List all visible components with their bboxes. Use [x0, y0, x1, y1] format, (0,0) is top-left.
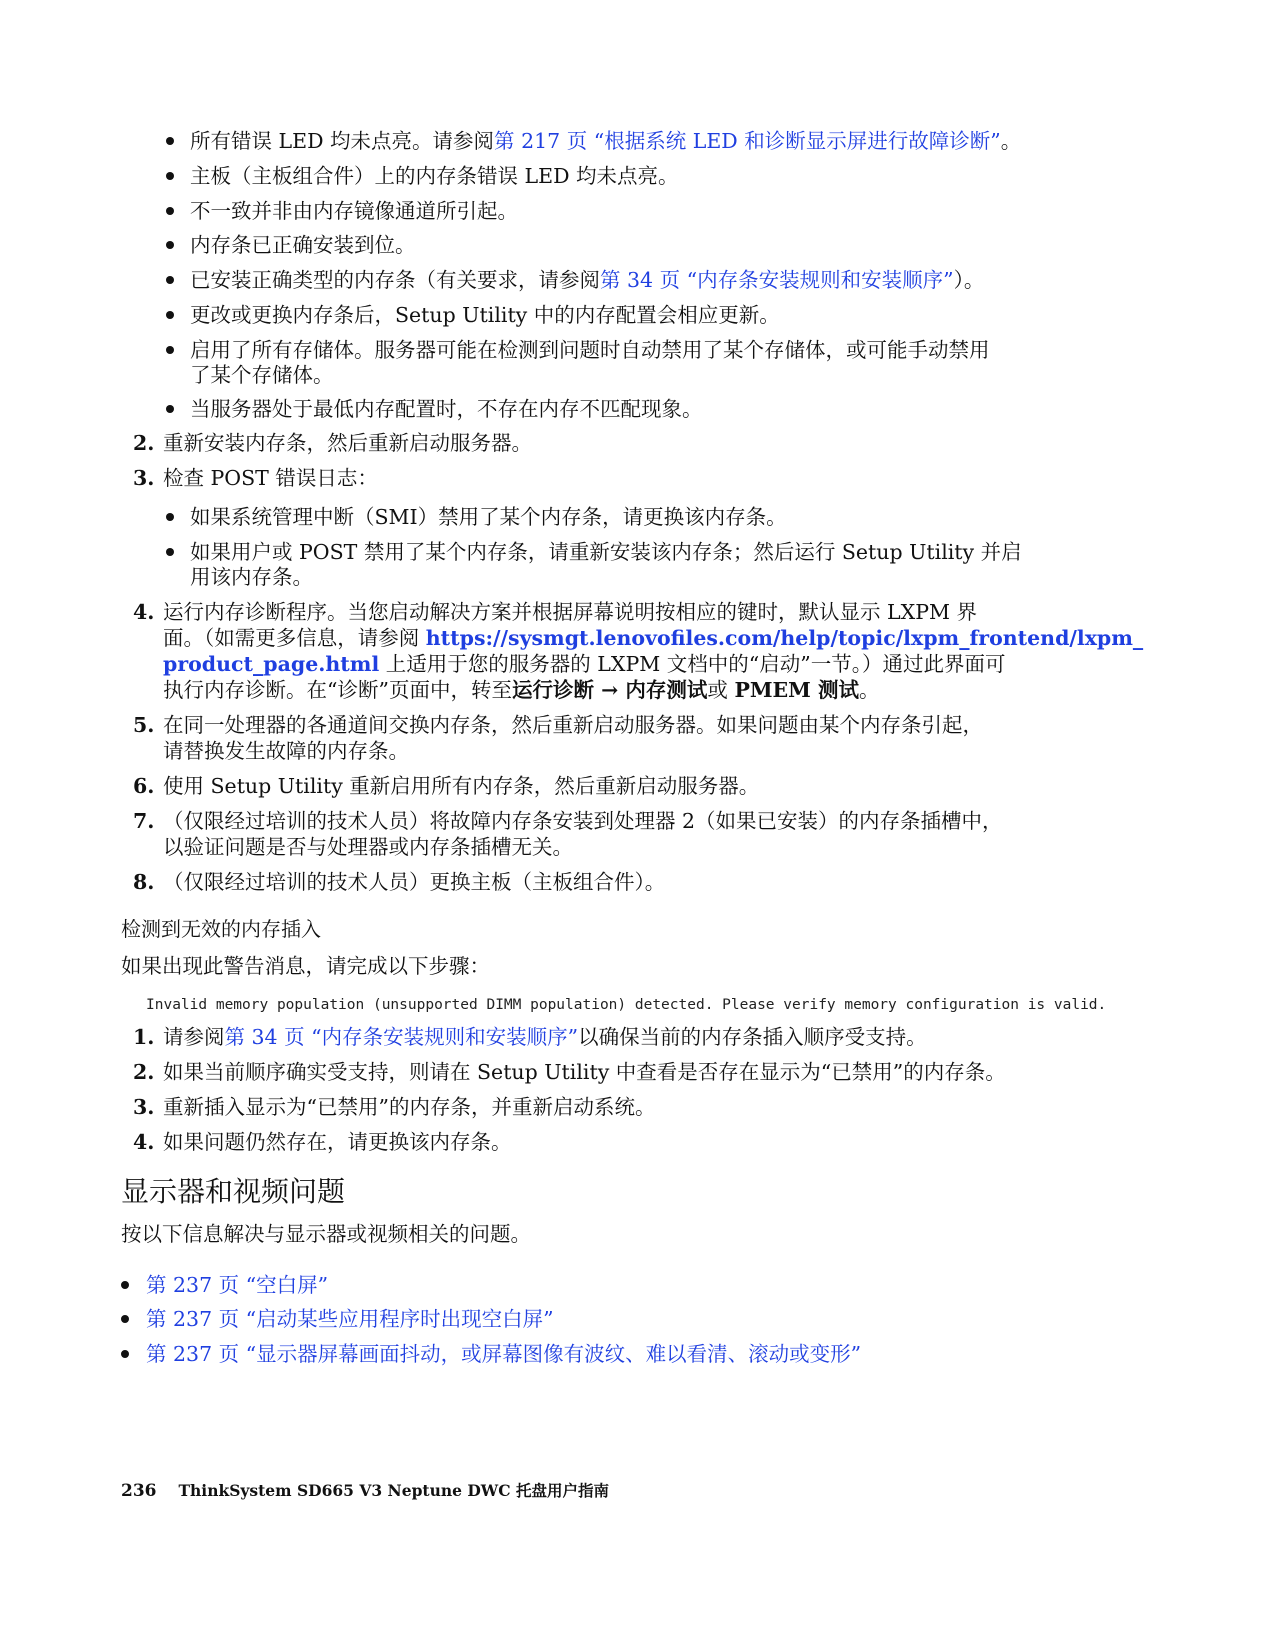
bullet-item — [190, 337, 990, 363]
bullet-text: 不一致并非由内存镜像通道所引起。 — [190, 199, 518, 223]
section-heading-invalid-memory: 检测到无效的内存插入 — [121, 917, 321, 941]
bullet-item-continued — [190, 362, 334, 388]
step-number: 2. — [133, 1060, 155, 1084]
step-text: （仅限经过培训的技术人员）更换主板（主板组合件）。 — [163, 870, 666, 894]
bullet-dot — [166, 548, 174, 556]
step-number: 6. — [133, 774, 155, 798]
step-text-continued — [163, 677, 880, 703]
menu-path-run-diagnostics: 运行诊断 — [511, 678, 594, 702]
section-heading-display: 显示器和视频问题 — [121, 1175, 346, 1208]
bullet-text: 。 — [1000, 129, 1022, 153]
bullet-item — [190, 163, 679, 189]
step-number: 3. — [133, 1095, 155, 1119]
arrow-icon: → — [593, 678, 626, 702]
bullet-dot — [166, 137, 174, 145]
display-link-screen-jitter[interactable]: 第 237 页 “显示器屏幕画面抖动，或屏幕图像有波纹、难以看清、滚动或变形” — [146, 1342, 862, 1366]
display-link-blank-screen-apps[interactable]: 第 237 页 “启动某些应用程序时出现空白屏” — [146, 1307, 554, 1331]
page-number: 236 — [121, 1481, 157, 1501]
bullet-item — [190, 267, 984, 293]
page-footer — [121, 1479, 609, 1501]
cross-reference-link[interactable]: 第 217 页 “根据系统 LED 和诊断显示屏进行故障诊断” — [494, 129, 1001, 153]
step-text: 或 — [707, 678, 735, 702]
step-text: 。 — [859, 678, 880, 702]
step-text: 以确保当前的内存条插入顺序受支持。 — [578, 1025, 927, 1049]
step-text: 检查 POST 错误日志： — [163, 466, 378, 490]
step-text: 面。（如需更多信息，请参阅 — [163, 626, 426, 650]
menu-path-pmem-test: PMEM 测试 — [734, 678, 860, 702]
step-number: 5. — [133, 713, 155, 737]
bullet-text: 了某个存储体。 — [190, 363, 334, 387]
bullet-text: 内存条已正确安装到位。 — [190, 233, 416, 257]
bullet-text: 启用了所有存储体。服务器可能在检测到问题时自动禁用了某个存储体，或可能手动禁用 — [190, 338, 990, 362]
bullet-dot — [166, 207, 174, 215]
cross-reference-link[interactable]: 第 34 页 “内存条安装规则和安装顺序” — [224, 1025, 579, 1049]
bullet-text: 已安装正确类型的内存条（有关要求，请参阅 — [190, 268, 600, 292]
step-text: 上适用于您的服务器的 LXPM 文档中的“启动”一节。）通过此界面可 — [379, 652, 1006, 676]
sub-bullet-item: 如果系统管理中断（SMI）禁用了某个内存条，请更换该内存条。 — [190, 505, 787, 529]
step-text: 运行内存诊断程序。当您启动解决方案并根据屏幕说明按相应的键时，默认显示 LXPM 界 — [163, 600, 978, 624]
bullet-item — [190, 128, 1021, 154]
section-intro: 如果出现此警告消息，请完成以下步骤： — [121, 954, 490, 978]
step-text: 执行内存诊断。在“诊断”页面中，转至 — [163, 678, 512, 702]
bullet-dot — [121, 1350, 129, 1358]
bullet-dot — [121, 1281, 129, 1289]
step-number: 1. — [133, 1025, 155, 1049]
step-text: 重新安装内存条，然后重新启动服务器。 — [163, 431, 532, 455]
bullet-dot — [166, 172, 174, 180]
bullet-item — [190, 198, 518, 224]
bullet-item — [190, 302, 780, 328]
step-text: （仅限经过培训的技术人员）将故障内存条安装到处理器 2（如果已安装）的内存条插槽中， — [163, 809, 1003, 833]
step-text-continued — [163, 625, 1143, 651]
step-text: 在同一处理器的各通道间交换内存条，然后重新启动服务器。如果问题由某个内存条引起， — [163, 713, 983, 737]
bullet-text: 主板（主板组合件）上的内存条错误 LED 均未点亮。 — [190, 164, 679, 188]
step-text — [163, 1024, 927, 1050]
bullet-dot — [166, 311, 174, 319]
bullet-dot — [166, 405, 174, 413]
display-link-blank-screen[interactable]: 第 237 页 “空白屏” — [146, 1273, 329, 1297]
bullet-item — [190, 396, 703, 422]
bullet-dot — [166, 276, 174, 284]
step-number: 4. — [133, 1130, 155, 1154]
step-text-continued — [163, 651, 1005, 677]
lxpm-doc-link[interactable]: https://sysmgt.lenovofiles.com/help/topic/lxpm_frontend/lxpm_ — [425, 626, 1144, 650]
warning-message: Invalid memory population (unsupported DIMM population) detected. Please verify memory configuration is valid. — [146, 997, 1107, 1013]
step-text-continued: 请替换发生故障的内存条。 — [163, 739, 409, 763]
bullet-item — [190, 232, 416, 258]
step-number: 2. — [133, 431, 155, 455]
step-number: 7. — [133, 809, 155, 833]
bullet-dot — [166, 241, 174, 249]
bullet-text: 当服务器处于最低内存配置时，不存在内存不匹配现象。 — [190, 397, 703, 421]
step-number: 8. — [133, 870, 155, 894]
menu-path-memory-test: 内存测试 — [625, 678, 708, 702]
sub-bullet-item-continued: 用该内存条。 — [190, 565, 313, 589]
step-text: 使用 Setup Utility 重新启用所有内存条，然后重新启动服务器。 — [163, 774, 760, 798]
step-number: 3. — [133, 466, 155, 490]
cross-reference-link[interactable]: 第 34 页 “内存条安装规则和安装顺序” — [600, 268, 954, 292]
document-title: ThinkSystem SD665 V3 Neptune DWC 托盘用户指南 — [178, 1481, 609, 1500]
lxpm-doc-link-continued[interactable]: product_page.html — [163, 652, 380, 676]
bullet-text: ）。 — [953, 268, 985, 292]
step-text-continued: 以验证问题是否与处理器或内存条插槽无关。 — [163, 835, 573, 859]
bullet-dot — [121, 1315, 129, 1323]
step-text: 请参阅 — [163, 1025, 225, 1049]
sub-bullet-item: 如果用户或 POST 禁用了某个内存条，请重新安装该内存条；然后运行 Setup Utility 并启 — [190, 540, 1022, 564]
step-text: 如果问题仍然存在，请更换该内存条。 — [163, 1130, 512, 1154]
bullet-dot — [166, 346, 174, 354]
step-number: 4. — [133, 600, 155, 624]
bullet-dot — [166, 513, 174, 521]
step-text: 如果当前顺序确实受支持，则请在 Setup Utility 中查看是否存在显示为“已禁用”的内存条。 — [163, 1060, 1006, 1084]
step-text: 重新插入显示为“已禁用”的内存条，并重新启动系统。 — [163, 1095, 656, 1119]
bullet-text: 所有错误 LED 均未点亮。请参阅 — [190, 129, 495, 153]
bullet-text: 更改或更换内存条后，Setup Utility 中的内存配置会相应更新。 — [190, 303, 780, 327]
section-intro: 按以下信息解决与显示器或视频相关的问题。 — [121, 1222, 531, 1246]
